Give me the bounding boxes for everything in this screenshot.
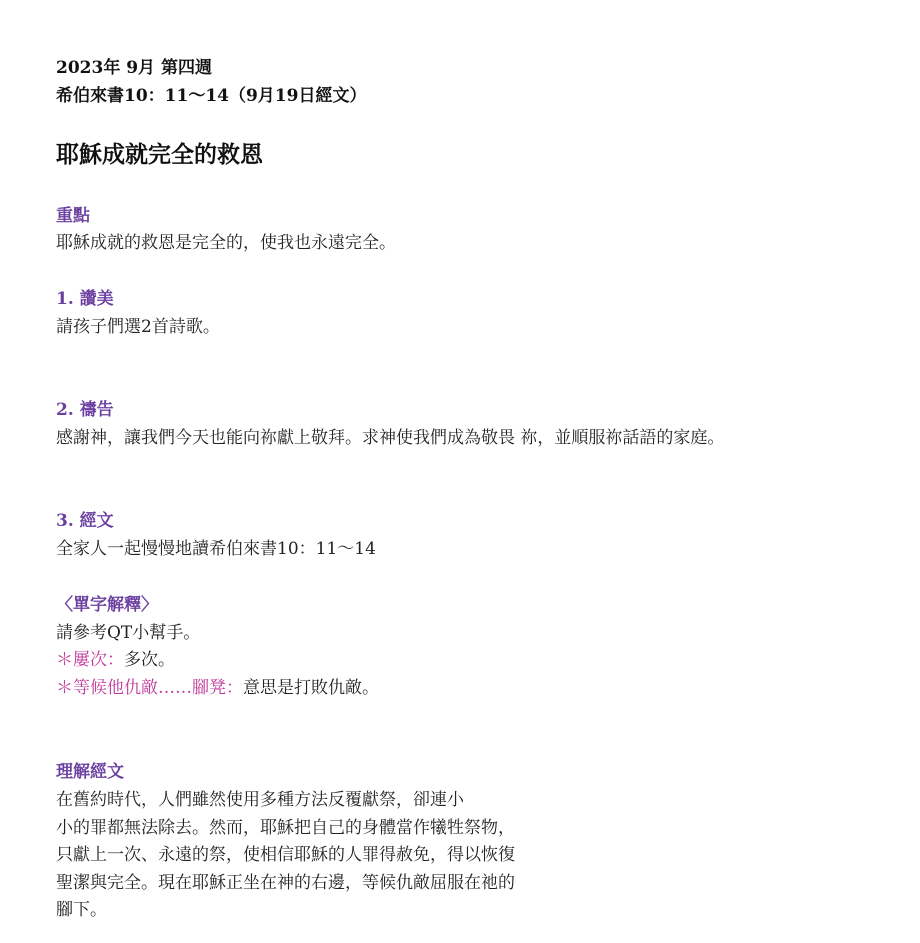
praise-text: 請孩子們選2首詩歌。 [56, 317, 220, 337]
key-point-text: 耶穌成就的救恩是完全的，使我也永遠完全。 [56, 233, 396, 253]
vocabulary-definition: 意思是打敗仇敵。 [243, 678, 379, 698]
scripture-reference-line: 希伯來書10：11～14（9月19日經文） [56, 86, 367, 106]
vocabulary-definition: 多次。 [124, 650, 175, 670]
page-title: 耶穌成就完全的救恩 [56, 141, 263, 168]
vocabulary-heading: 〈單字解釋〉 [56, 595, 158, 615]
date-line: 2023年 9月 第四週 [56, 58, 212, 78]
understanding-line: 在舊約時代，人們雖然使用多種方法反覆獻祭，卻連小 [56, 790, 464, 810]
vocabulary-item [56, 649, 175, 671]
scripture-heading: 3. 經文 [56, 511, 114, 531]
understanding-line: 只獻上一次、永遠的祭，使相信耶穌的人罪得赦免，得以恢復 [56, 845, 515, 865]
vocabulary-item [56, 677, 379, 699]
vocabulary-term: ＊等候他仇敵……腳凳： [56, 678, 243, 698]
understanding-heading: 理解經文 [56, 762, 124, 782]
vocabulary-term: ＊屢次： [56, 650, 124, 670]
vocabulary-intro: 請參考QT小幫手。 [56, 623, 201, 643]
key-point-heading: 重點 [56, 206, 90, 226]
understanding-line: 腳下。 [56, 900, 107, 920]
prayer-heading: 2. 禱告 [56, 400, 114, 420]
prayer-text: 感謝神，讓我們今天也能向祢獻上敬拜。求神使我們成為敬畏 祢，並順服祢話語的家庭。 [56, 428, 725, 448]
understanding-line: 小的罪都無法除去。然而，耶穌把自己的身體當作犧牲祭物， [56, 818, 515, 838]
scripture-text: 全家人一起慢慢地讀希伯來書10：11～14 [56, 539, 376, 559]
praise-heading: 1. 讚美 [56, 289, 114, 309]
understanding-line: 聖潔與完全。現在耶穌正坐在神的右邊，等候仇敵屈服在祂的 [56, 873, 515, 893]
